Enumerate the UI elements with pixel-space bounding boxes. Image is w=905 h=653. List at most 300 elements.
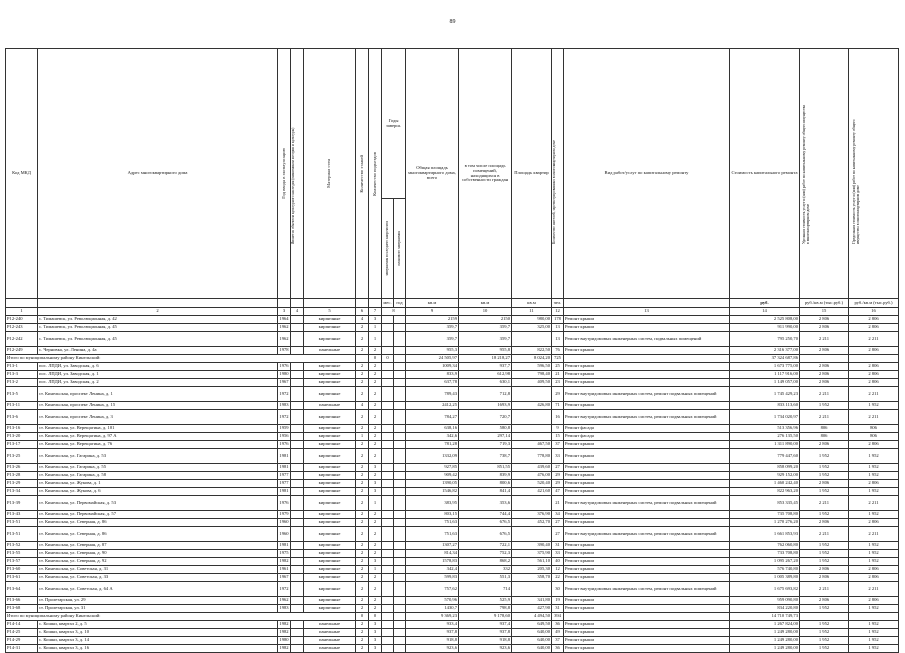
row-sub-a [382, 629, 394, 637]
row-unit-cost: 2 806 [800, 574, 849, 582]
row-sub-a [382, 472, 394, 480]
header-entrances: Количество подъездов [371, 151, 377, 196]
row-sub-b [394, 605, 406, 613]
row-registered: 76 [552, 347, 564, 355]
row-max-cost: 1 952 [849, 558, 899, 566]
total-row [6, 613, 899, 621]
row-cost: 1 267 824,00 [730, 621, 800, 629]
row-sub-a [382, 550, 394, 558]
row-sub-b [394, 519, 406, 527]
table-row [6, 387, 899, 402]
total-cost: 37 324 687,86 [730, 355, 800, 363]
row-floors: 2 [356, 527, 369, 542]
table-row [6, 629, 899, 637]
row-unit-cost: 2 211 [800, 496, 849, 511]
row-address: ст. Кинельская, ул. Первомайская, д. 53 [38, 496, 278, 511]
row-floors: 1 [356, 433, 369, 441]
row-unit-cost: 1 952 [800, 558, 849, 566]
row-sub-a [382, 324, 394, 332]
row-unit-cost: 2 806 [800, 363, 849, 371]
row-sub-a [382, 527, 394, 542]
row-floors: 4 [356, 402, 369, 410]
row-code: Р13-61 [6, 574, 38, 582]
row-cost: 833 113,60 [730, 402, 800, 410]
row-entrances: 2 [369, 433, 382, 441]
column-number: 15 [800, 308, 849, 316]
row-sub-b [394, 637, 406, 645]
row-material: кирпичные [304, 387, 356, 402]
row-material: панельные [304, 621, 356, 629]
total-empty [849, 613, 899, 621]
row-work-type: Ремонт крыши [564, 629, 730, 637]
header-address: Адрес многоквартирного дома [38, 49, 278, 299]
row-sub-b [394, 645, 406, 653]
row-heritage [291, 316, 304, 324]
row-entrances: 2 [369, 472, 382, 480]
row-address: ст. Кинельская, ул. Верещагина, д. 101 [38, 425, 278, 433]
row-registered: 29 [552, 387, 564, 402]
row-work-type: Ремонт крыши [564, 441, 730, 449]
row-heritage [291, 550, 304, 558]
row-area-living: 612,98 [459, 371, 512, 379]
row-heritage [291, 566, 304, 574]
table-row [6, 441, 899, 449]
row-sub-b [394, 332, 406, 347]
row-code: Р13-11 [6, 402, 38, 410]
row-entrances: 2 [369, 410, 382, 425]
row-code: Р13-51 [6, 527, 38, 542]
row-heritage [291, 621, 304, 629]
total-empty [800, 355, 849, 363]
row-entrances: 1 [369, 566, 382, 574]
row-floors: 2 [356, 379, 369, 387]
row-sub-a [382, 645, 394, 653]
row-floors: 2 [356, 558, 369, 566]
row-area-residents: 640,00 [512, 637, 552, 645]
row-code: Р13-43 [6, 511, 38, 519]
row-unit-cost: 2 806 [800, 379, 849, 387]
row-cost: 1 117 916,00 [730, 371, 800, 379]
row-max-cost: 1 952 [849, 637, 899, 645]
row-year: 1972 [278, 582, 291, 597]
row-material: кирпичные [304, 550, 356, 558]
row-registered: 13 [552, 332, 564, 347]
row-max-cost: 2 211 [849, 527, 899, 542]
row-material: панельные [304, 347, 356, 355]
row-floors: 2 [356, 519, 369, 527]
row-max-cost: 1 952 [849, 550, 899, 558]
row-floors: 4 [356, 316, 369, 324]
total-area-living: 9 178,60 [459, 613, 512, 621]
row-floors: 2 [356, 347, 369, 355]
row-material: панельные [304, 637, 356, 645]
row-heritage [291, 496, 304, 511]
row-max-cost: 1 952 [849, 645, 899, 653]
row-registered: 49 [552, 629, 564, 637]
row-material: кирпичные [304, 324, 356, 332]
row-floors: 2 [356, 472, 369, 480]
row-year: 1981 [278, 464, 291, 472]
table-row [6, 519, 899, 527]
row-material: кирпичные [304, 519, 356, 527]
row-work-type: Ремонт крыши [564, 488, 730, 496]
row-cost: 1 249 280,00 [730, 637, 800, 645]
header-completion-plan: планового завершения [396, 231, 401, 266]
row-address: ст. Кинельская, ул. Северная, д. 90 [38, 550, 278, 558]
row-registered: 33 [552, 449, 564, 464]
unit-rub-per-m-a: руб./кв.м (тыс.руб.) [800, 299, 849, 308]
row-area-residents: 439,60 [512, 464, 552, 472]
row-unit-cost: 2 211 [800, 582, 849, 597]
row-material: кирпичные [304, 527, 356, 542]
row-code: Р13-20 [6, 433, 38, 441]
row-unit-cost: 2 806 [800, 371, 849, 379]
row-entrances: 3 [369, 464, 382, 472]
row-floors: 2 [356, 387, 369, 402]
row-max-cost: 2 211 [849, 410, 899, 425]
row-address: ст. Кинельская, ул. Жукова, д. 1 [38, 480, 278, 488]
row-sub-a [382, 637, 394, 645]
table-row [6, 550, 899, 558]
row-sub-a [382, 488, 394, 496]
row-sub-b [394, 379, 406, 387]
row-sub-b [394, 324, 406, 332]
row-sub-a [382, 410, 394, 425]
row-area-residents [512, 582, 552, 597]
row-cost: 276 135,50 [730, 433, 800, 441]
row-heritage [291, 480, 304, 488]
row-material: панельные [304, 629, 356, 637]
row-max-cost: 1 952 [849, 464, 899, 472]
row-area-living: 738,7 [459, 449, 512, 464]
total-area-total: 24 505,97 [406, 355, 459, 363]
row-area-living: 297,14 [459, 433, 512, 441]
row-area-total: 637,78 [406, 379, 459, 387]
row-area-residents: 205,30 [512, 566, 552, 574]
row-work-type: Ремонт крыши [564, 597, 730, 605]
unit-year: год [394, 299, 406, 308]
row-sub-b [394, 542, 406, 550]
row-area-total: 1390,05 [406, 480, 459, 488]
row-floors: 2 [356, 371, 369, 379]
table-row [6, 402, 899, 410]
row-unit-cost: 2 806 [800, 566, 849, 574]
row-registered: 47 [552, 488, 564, 496]
row-sub-b [394, 464, 406, 472]
total-empty [849, 355, 899, 363]
row-address: ст. Кинельская, ул. Советская, д. 31 [38, 566, 278, 574]
row-area-total: 570,96 [406, 597, 459, 605]
row-address: ст. Кинельская, ул. Советская, д. 33 [38, 574, 278, 582]
table-row [6, 511, 899, 519]
row-address: пос. ЛПДИ, ул. Заводская, д. 2 [38, 379, 278, 387]
row-sub-b [394, 629, 406, 637]
header-cultural-heritage: Является объектом культурного наследия (памятником истории и культуры) [291, 127, 295, 244]
row-cost: 1 270 276,20 [730, 519, 800, 527]
row-registered: 71 [552, 402, 564, 410]
row-material: кирпичные [304, 597, 356, 605]
row-code: Р13-1 [6, 363, 38, 371]
table-row [6, 637, 899, 645]
row-sub-b [394, 363, 406, 371]
row-registered: 40 [552, 558, 564, 566]
row-unit-cost: 1 952 [800, 472, 849, 480]
row-cost: 576 740,80 [730, 566, 800, 574]
unit-area-total: кв.м [406, 299, 459, 308]
row-sub-b [394, 550, 406, 558]
row-heritage [291, 519, 304, 527]
column-number: 13 [564, 308, 730, 316]
row-max-cost: 2 211 [849, 582, 899, 597]
row-year: 1980 [278, 637, 291, 645]
header-wall-material: Материал стен [326, 159, 332, 188]
row-sub-b [394, 316, 406, 324]
row-floors: 2 [356, 582, 369, 597]
row-area-residents [512, 425, 552, 433]
row-cost: 858 099,20 [730, 464, 800, 472]
row-work-type: Ремонт внутридомовых инженерных систем, подвальных помещений [564, 332, 730, 347]
row-floors: 2 [356, 605, 369, 613]
row-year: 1983 [278, 402, 291, 410]
row-year: 1961 [278, 566, 291, 574]
row-max-cost: 1 952 [849, 511, 899, 519]
row-area-total: 784,27 [406, 410, 459, 425]
column-number: 1 [6, 308, 38, 316]
row-registered: 31 [552, 542, 564, 550]
row-code: Р13-66 [6, 597, 38, 605]
row-heritage [291, 387, 304, 402]
row-sub-a [382, 433, 394, 441]
row-unit-cost: 1 952 [800, 488, 849, 496]
row-floors: 2 [356, 550, 369, 558]
table-row [6, 582, 899, 597]
row-area-living: 923,6 [459, 645, 512, 653]
header-area-residents: Площадь квартир [512, 49, 552, 299]
row-area-living: 937,7 [459, 363, 512, 371]
row-area-total: 751,63 [406, 519, 459, 527]
total-empty [564, 613, 730, 621]
row-work-type: Ремонт крыши [564, 605, 730, 613]
unit-people: чел. [552, 299, 564, 308]
row-address: ст. Кинельская, ул. Первомайская, д. 57 [38, 511, 278, 519]
row-max-cost: 1 952 [849, 629, 899, 637]
row-year: 1981 [278, 449, 291, 464]
row-heritage [291, 410, 304, 425]
row-max-cost: 1 952 [849, 605, 899, 613]
row-work-type: Ремонт фасада [564, 433, 730, 441]
row-unit-cost: 2 806 [800, 316, 849, 324]
row-year: 1977 [278, 472, 291, 480]
row-cost: 1 005 389,80 [730, 574, 800, 582]
row-address: ст. Кинельская, ул. Гагарина, д. 53 [38, 449, 278, 464]
header-year-built: Год ввода в эксплуатацию [280, 148, 286, 199]
column-number: 16 [849, 308, 899, 316]
row-entrances: 2 [369, 425, 382, 433]
row-floors: 2 [356, 449, 369, 464]
row-code: Р12-243 [6, 324, 38, 332]
row-area-total: 638,16 [406, 425, 459, 433]
row-work-type: Ремонт крыши [564, 566, 730, 574]
row-code: Р13-29 [6, 480, 38, 488]
row-entrances: 2 [369, 574, 382, 582]
table-row [6, 379, 899, 387]
row-work-type: Ремонт крыши [564, 480, 730, 488]
row-registered: 16 [552, 410, 564, 425]
unit-rub-per-m-b: руб./кв.м (тыс.руб.) [849, 299, 899, 308]
row-floors: 2 [356, 645, 369, 653]
row-area-total: 781,28 [406, 441, 459, 449]
row-cost: 1 675 693,82 [730, 582, 800, 597]
row-code: Р13-3 [6, 371, 38, 379]
row-area-residents [512, 527, 552, 542]
row-sub-a [382, 496, 394, 511]
row-work-type: Ремонт крыши [564, 347, 730, 355]
row-area-residents [512, 410, 552, 425]
row-cost: 1 460 242,40 [730, 480, 800, 488]
row-sub-b [394, 387, 406, 402]
row-area-total: 918,8 [406, 637, 459, 645]
row-address: ст. Кинельская, ул. Северная, д. 87 [38, 542, 278, 550]
row-registered: 22 [552, 574, 564, 582]
row-area-total: 383,95 [406, 496, 459, 511]
row-year: 1977 [278, 480, 291, 488]
row-year: 1960 [278, 519, 291, 527]
row-heritage [291, 605, 304, 613]
row-year: 1982 [278, 645, 291, 653]
row-unit-cost: 1 952 [800, 542, 849, 550]
row-max-cost: 2 211 [849, 387, 899, 402]
row-area-total: 1430,7 [406, 605, 459, 613]
row-address: ст. Кинельская, ул. Северная, д. 86 [38, 519, 278, 527]
row-area-total: 923,6 [406, 645, 459, 653]
row-work-type: Ремонт крыши [564, 316, 730, 324]
row-sub-b [394, 597, 406, 605]
row-unit-cost: 1 952 [800, 464, 849, 472]
row-unit-cost: 1 952 [800, 645, 849, 653]
row-area-total: 342,4 [406, 566, 459, 574]
row-max-cost: 806 [849, 433, 899, 441]
row-area-living: 676,5 [459, 527, 512, 542]
row-year: 1983 [278, 605, 291, 613]
row-heritage [291, 574, 304, 582]
table-row [6, 645, 899, 653]
row-unit-cost: 1 952 [800, 605, 849, 613]
row-heritage [291, 511, 304, 519]
row-year: 1972 [278, 410, 291, 425]
row-max-cost: 2 211 [849, 332, 899, 347]
row-entrances: 3 [369, 558, 382, 566]
row-work-type: Ремонт крыши [564, 464, 730, 472]
row-sub-a [382, 480, 394, 488]
row-material: кирпичные [304, 480, 356, 488]
total-registered: 394 [552, 613, 564, 621]
row-year: 1967 [278, 379, 291, 387]
row-unit-cost: 1 952 [800, 621, 849, 629]
table-row [6, 605, 899, 613]
row-area-total: 757,62 [406, 582, 459, 597]
row-floors: 2 [356, 441, 369, 449]
row-code: Р13-39 [6, 496, 38, 511]
row-max-cost: 2 806 [849, 324, 899, 332]
row-sub-b [394, 511, 406, 519]
table-row [6, 527, 899, 542]
row-area-living: 800,6 [459, 480, 512, 488]
row-work-type: Ремонт фасада [564, 425, 730, 433]
row-area-residents: 375,90 [512, 550, 552, 558]
table-row [6, 464, 899, 472]
row-unit-cost: 806 [800, 433, 849, 441]
row-address: ст. Кинельская, ул. Жукова, д. 6 [38, 488, 278, 496]
row-heritage [291, 629, 304, 637]
row-heritage [291, 464, 304, 472]
row-sub-b [394, 480, 406, 488]
row-material: кирпичные [304, 410, 356, 425]
total-label: Итого по муниципальному району Кинельский: [6, 355, 356, 363]
row-entrances: 2 [369, 449, 382, 464]
row-heritage [291, 558, 304, 566]
row-entrances: 2 [369, 347, 382, 355]
row-material: кирпичные [304, 449, 356, 464]
row-area-living: 551,3 [459, 574, 512, 582]
row-entrances: 3 [369, 645, 382, 653]
row-code: Р13-52 [6, 542, 38, 550]
row-area-living: 851,55 [459, 464, 512, 472]
row-floors: 2 [356, 332, 369, 347]
row-registered: 31 [552, 605, 564, 613]
row-area-residents: 561,10 [512, 558, 552, 566]
row-entrances: 3 [369, 488, 382, 496]
row-material: кирпичные [304, 316, 356, 324]
row-work-type: Ремонт внутридомовых инженерных систем, ремонт подвальных помещений [564, 582, 730, 597]
row-year: 1980 [278, 371, 291, 379]
row-work-type: Ремонт крыши [564, 511, 730, 519]
row-year: 1967 [278, 574, 291, 582]
row-code: Р13-57 [6, 558, 38, 566]
row-area-residents: 822,50 [512, 347, 552, 355]
row-code: Р13-17 [6, 441, 38, 449]
header-completion-last: завершения последнего капремонта [384, 221, 389, 276]
row-code: Р14-14 [6, 621, 38, 629]
row-sub-a [382, 371, 394, 379]
row-sub-b [394, 566, 406, 574]
column-number: 12 [552, 308, 564, 316]
row-address: ст. Кинельская, ул. Северная, д. 86 [38, 527, 278, 542]
table-row [6, 433, 899, 441]
row-unit-cost: 1 952 [800, 629, 849, 637]
row-cost: 1 249 280,00 [730, 629, 800, 637]
row-unit-cost: 1 952 [800, 550, 849, 558]
row-address: с. Тимашевск, ул. Революционная, д. 42 [38, 316, 278, 324]
row-sub-a [382, 464, 394, 472]
row-registered: 13 [552, 324, 564, 332]
table-row [6, 371, 899, 379]
row-material: кирпичные [304, 332, 356, 347]
row-area-living: 868,2 [459, 558, 512, 566]
row-sub-b [394, 433, 406, 441]
row-max-cost: 2 806 [849, 363, 899, 371]
row-area-total: 1578,83 [406, 558, 459, 566]
row-address: с. Кошки, квартал 3, д. 16 [38, 645, 278, 653]
row-area-living: 955,8 [459, 347, 512, 355]
row-cost: 513 356,96 [730, 425, 800, 433]
row-registered: 19 [552, 597, 564, 605]
row-cost: 911 990,00 [730, 324, 800, 332]
row-heritage [291, 472, 304, 480]
row-work-type: Ремонт крыши [564, 363, 730, 371]
row-registered: 34 [552, 511, 564, 519]
header-max-cost: Предельная стоимость услуг и (или) работ по капитальному ремонту общего имущества в многоквартирном доме [851, 118, 860, 244]
row-code: Р12-240 [6, 316, 38, 324]
